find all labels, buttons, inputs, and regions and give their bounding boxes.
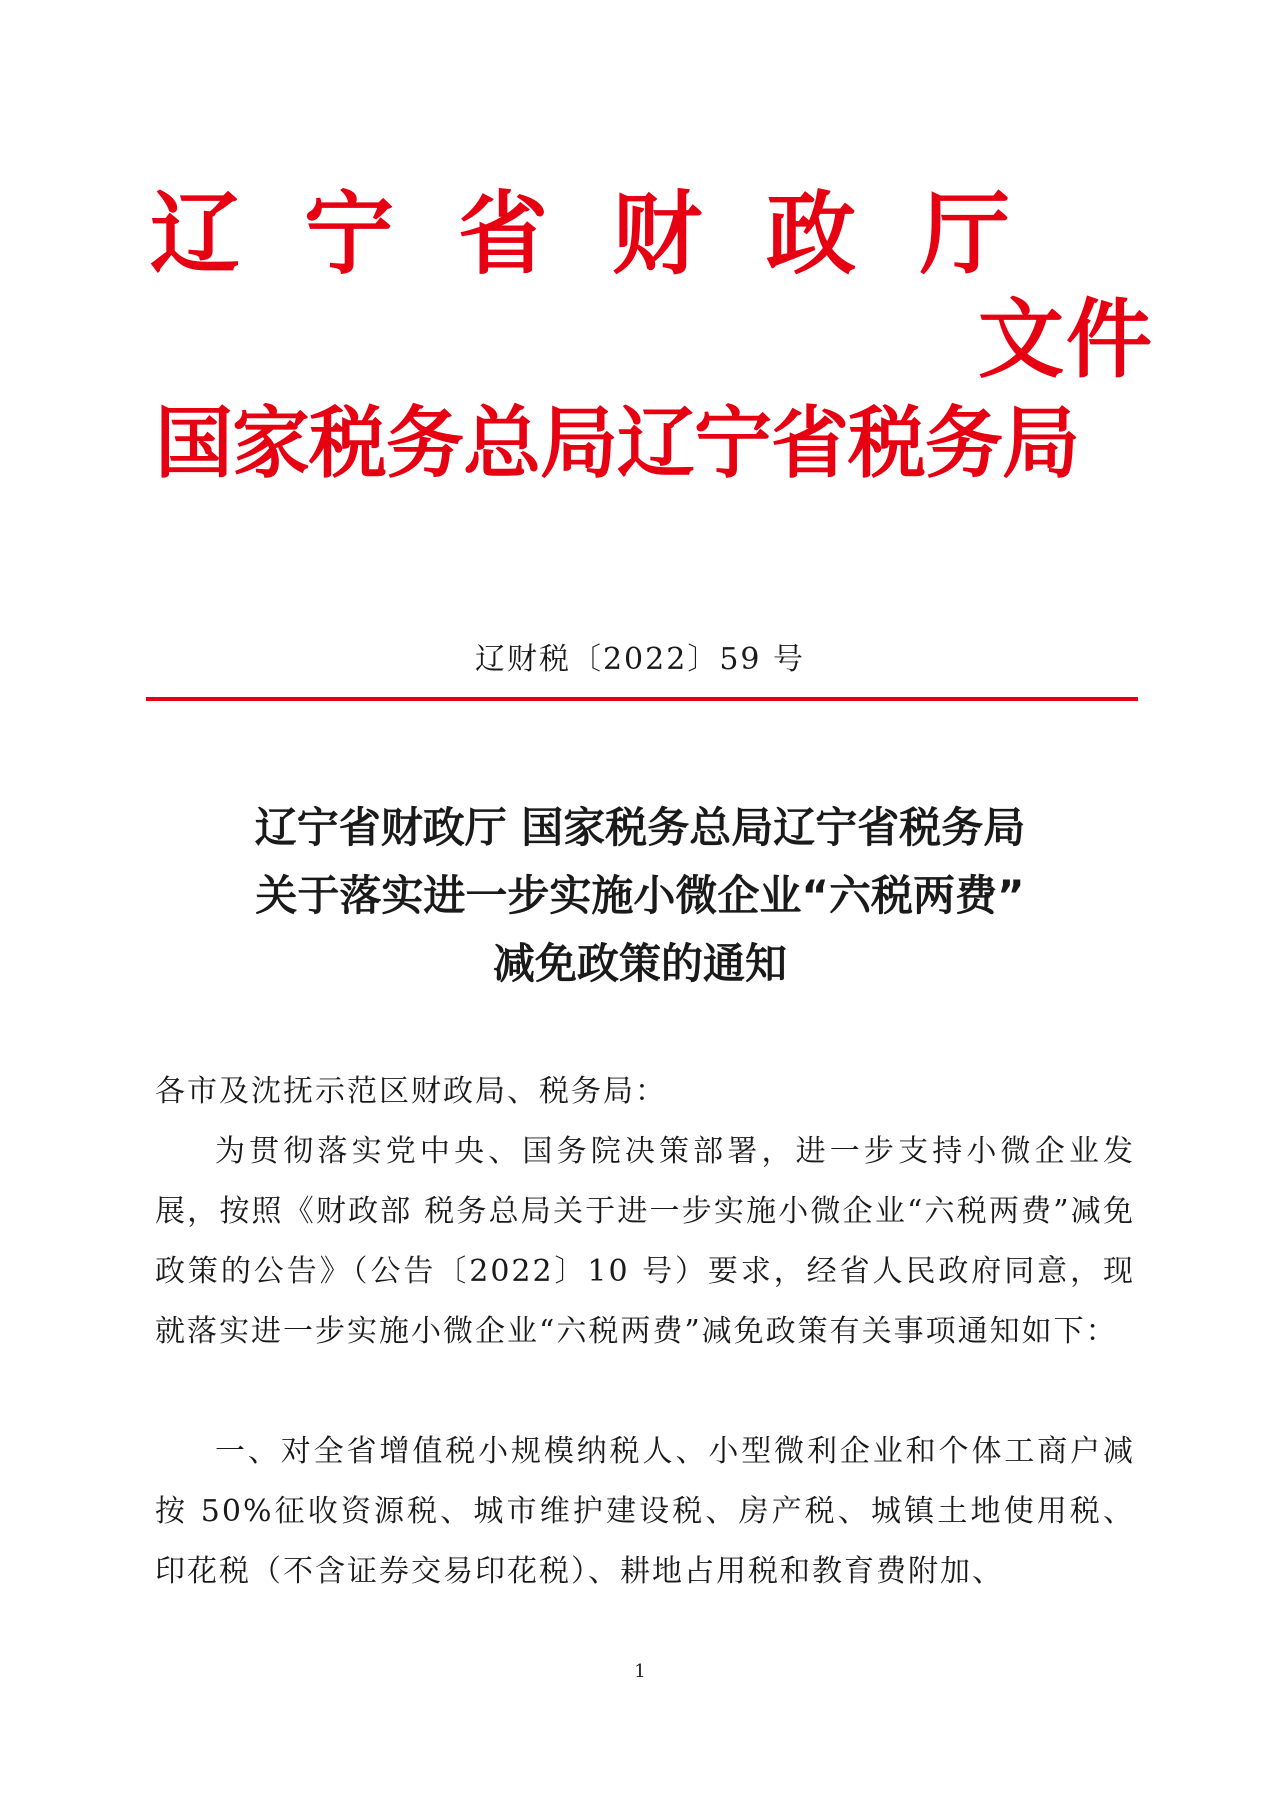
issuer-char: 辽: [150, 182, 240, 287]
body-paragraph-2: [155, 1422, 1135, 1602]
salutation: [155, 1062, 1135, 1122]
issuer-char: 宁: [304, 182, 394, 287]
salutation-text: 各市及沈抚示范区财政局、税务局：: [155, 1074, 667, 1109]
issuer-char: 厅: [920, 182, 1010, 287]
paragraph-text: 一、对全省增值税小规模纳税人、小型微利企业和个体工商户减按 50%征收资源税、城市维护建设税、房产税、城镇土地使用税、印花税（不含证券交易印花税）、耕地占用税和教育费附加、: [155, 1434, 1135, 1589]
issuer-char: 政: [766, 182, 856, 287]
issuer-suffix-document: 文件: [978, 290, 1154, 390]
paragraph-text: 为贯彻落实党中央、国务院决策部署，进一步支持小微企业发展，按照《财政部 税务总局关于进一步实施小微企业“六税两费”减免政策的公告》（公告〔2022〕10 号）要求，经省人民政府同意，现就落实进一步实施小微企业“六税两费”减免政策有关事项通知如下：: [155, 1134, 1135, 1349]
issuer-name-tax-bureau: 国家税务总局辽宁省税务局: [155, 399, 1080, 489]
document-number: 辽财税〔2022〕59 号: [474, 642, 806, 677]
body-paragraph-1: [155, 1122, 1135, 1362]
issuer-char: 财: [612, 182, 702, 287]
issuer-char: 省: [458, 182, 548, 287]
page-number: 1: [634, 1661, 646, 1682]
document-title-line-2: 关于落实进一步实施小微企业“六税两费”: [255, 871, 1025, 920]
issuer-name-finance-dept: [150, 182, 1010, 287]
document-title-line-3: 减免政策的通知: [492, 939, 787, 988]
document-title-line-1: 辽宁省财政厅 国家税务总局辽宁省税务局: [254, 803, 1026, 852]
red-divider-line: [146, 697, 1138, 701]
